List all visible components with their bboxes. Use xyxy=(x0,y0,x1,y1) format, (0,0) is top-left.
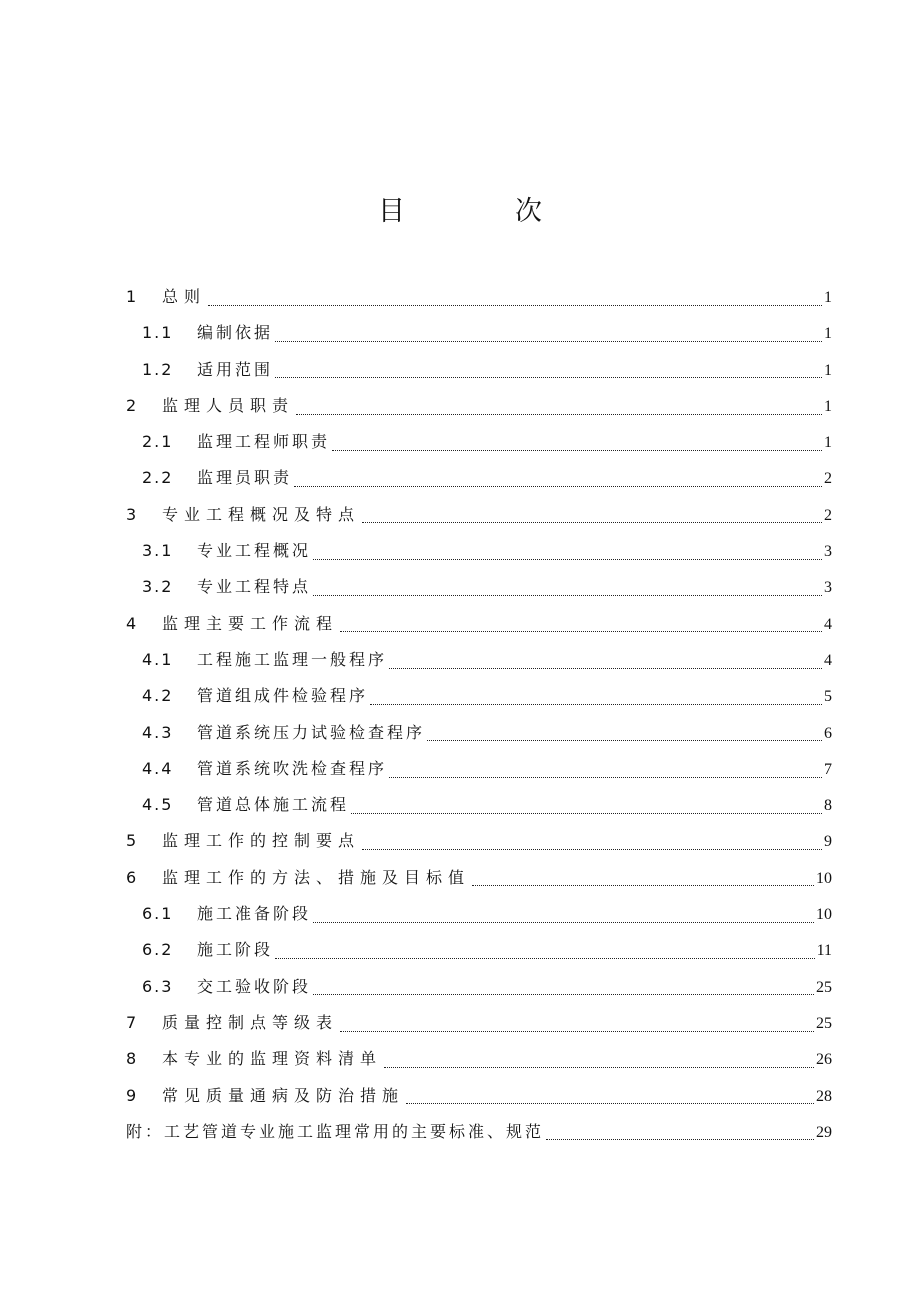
toc-dot-leader xyxy=(332,442,822,451)
toc-entry[interactable] xyxy=(126,460,832,496)
toc-dot-leader xyxy=(313,914,814,923)
toc-entry-page-number: 4 xyxy=(824,615,832,633)
toc-entry-page-number: 1 xyxy=(824,325,832,343)
toc-entry-number: 6.2 xyxy=(142,940,174,960)
toc-dot-leader xyxy=(275,333,822,342)
toc-entry-label: 监理工作的方法、措施及目标值 xyxy=(162,867,471,887)
toc-entry-number: 4.4 xyxy=(142,758,174,778)
toc-entry-label: 编制依据 xyxy=(197,323,274,343)
table-of-contents xyxy=(126,279,832,1150)
toc-entry-number: 4.1 xyxy=(142,649,174,669)
toc-entry[interactable] xyxy=(126,1078,832,1114)
toc-dot-leader xyxy=(296,406,822,415)
toc-entry-number: 4 xyxy=(126,613,139,633)
toc-dot-leader xyxy=(362,841,822,850)
toc-entry-number: 4.5 xyxy=(142,795,174,815)
toc-dot-leader xyxy=(208,297,822,306)
toc-entry[interactable] xyxy=(126,715,832,751)
toc-entry[interactable] xyxy=(126,642,832,678)
toc-entry[interactable] xyxy=(126,969,832,1005)
toc-entry-label: 管道系统吹洗检查程序 xyxy=(197,758,388,778)
toc-dot-leader xyxy=(389,769,822,778)
toc-entry-label: 专业工程概况 xyxy=(197,541,312,561)
toc-entry-label: 专业工程概况及特点 xyxy=(162,504,361,524)
toc-entry[interactable] xyxy=(126,388,832,424)
toc-entry[interactable] xyxy=(126,497,832,533)
toc-entry[interactable] xyxy=(126,678,832,714)
toc-entry[interactable] xyxy=(126,424,832,460)
toc-entry-page-number: 5 xyxy=(824,688,832,706)
toc-entry-page-number: 10 xyxy=(816,906,832,924)
toc-entry-label: 附：工艺管道专业施工监理常用的主要标准、规范 xyxy=(126,1121,545,1141)
toc-entry[interactable] xyxy=(126,569,832,605)
toc-entry-number: 2.1 xyxy=(142,432,174,452)
toc-entry-label: 适用范围 xyxy=(197,359,274,379)
toc-entry-page-number: 3 xyxy=(824,543,832,561)
toc-entry-page-number: 7 xyxy=(824,760,832,778)
toc-entry[interactable] xyxy=(126,860,832,896)
toc-entry-label: 监理人员职责 xyxy=(162,395,295,415)
toc-entry-number: 6.1 xyxy=(142,904,174,924)
toc-entry-page-number: 9 xyxy=(824,833,832,851)
toc-entry-page-number: 29 xyxy=(816,1123,832,1141)
toc-entry[interactable] xyxy=(126,533,832,569)
toc-dot-leader xyxy=(313,587,822,596)
toc-entry-page-number: 26 xyxy=(816,1051,832,1069)
toc-entry-number: 3.1 xyxy=(142,541,174,561)
toc-entry-page-number: 1 xyxy=(824,397,832,415)
toc-dot-leader xyxy=(294,478,822,487)
toc-entry-page-number: 3 xyxy=(824,579,832,597)
toc-entry-label: 监理工程师职责 xyxy=(197,432,331,452)
toc-entry-number: 9 xyxy=(126,1085,139,1105)
toc-entry-number: 4.2 xyxy=(142,686,174,706)
toc-entry-label: 施工阶段 xyxy=(197,940,274,960)
toc-entry-page-number: 4 xyxy=(824,651,832,669)
toc-entry-number: 3.2 xyxy=(142,577,174,597)
toc-dot-leader xyxy=(427,732,822,741)
toc-entry[interactable] xyxy=(126,315,832,351)
toc-entry-label: 工程施工监理一般程序 xyxy=(197,649,388,669)
toc-dot-leader xyxy=(472,877,814,886)
toc-entry-label: 管道总体施工流程 xyxy=(197,795,350,815)
toc-entry-number: 1.2 xyxy=(142,359,174,379)
toc-entry-page-number: 11 xyxy=(816,942,832,960)
toc-entry[interactable] xyxy=(126,606,832,642)
toc-dot-leader xyxy=(384,1059,814,1068)
toc-entry-number: 5 xyxy=(126,831,139,851)
toc-dot-leader xyxy=(313,986,814,995)
toc-entry-number: 1.1 xyxy=(142,323,174,343)
toc-dot-leader xyxy=(340,1023,814,1032)
toc-entry-label: 交工验收阶段 xyxy=(197,976,312,996)
toc-entry-label: 本专业的监理资料清单 xyxy=(162,1049,383,1069)
toc-entry-page-number: 25 xyxy=(816,978,832,996)
toc-entry[interactable] xyxy=(126,352,832,388)
toc-entry-label: 总则 xyxy=(162,287,207,306)
toc-entry-label: 质量控制点等级表 xyxy=(162,1012,339,1032)
toc-title: 目次 xyxy=(378,196,652,227)
toc-entry-label: 监理员职责 xyxy=(197,468,293,488)
toc-entry-label: 施工准备阶段 xyxy=(197,904,312,924)
toc-dot-leader xyxy=(546,1131,814,1140)
toc-entry-label: 监理工作的控制要点 xyxy=(162,831,361,851)
toc-entry-page-number: 6 xyxy=(824,724,832,742)
toc-entry[interactable] xyxy=(126,1041,832,1077)
toc-dot-leader xyxy=(275,950,815,959)
toc-entry-page-number: 1 xyxy=(824,289,832,306)
toc-entry-number: 3 xyxy=(126,504,139,524)
toc-entry[interactable] xyxy=(126,896,832,932)
toc-entry-number: 6.3 xyxy=(142,976,174,996)
toc-entry[interactable] xyxy=(126,1005,832,1041)
toc-dot-leader xyxy=(275,369,822,378)
toc-entry-page-number: 8 xyxy=(824,797,832,815)
toc-entry-page-number: 25 xyxy=(816,1014,832,1032)
toc-entry-page-number: 2 xyxy=(824,470,832,488)
toc-dot-leader xyxy=(389,660,822,669)
toc-entry[interactable] xyxy=(126,751,832,787)
toc-entry-label: 专业工程特点 xyxy=(197,577,312,597)
toc-entry-page-number: 1 xyxy=(824,361,832,379)
toc-entry-page-number: 10 xyxy=(816,869,832,887)
toc-entry-page-number: 2 xyxy=(824,506,832,524)
toc-entry-number: 8 xyxy=(126,1049,139,1069)
toc-entry-number: 2 xyxy=(126,395,139,415)
toc-entry-number: 6 xyxy=(126,867,139,887)
toc-entry[interactable] xyxy=(126,823,832,859)
toc-entry-number: 7 xyxy=(126,1012,139,1032)
toc-entry-label: 管道组成件检验程序 xyxy=(197,686,369,706)
toc-entry-number: 4.3 xyxy=(142,722,174,742)
toc-entry-label: 管道系统压力试验检查程序 xyxy=(197,722,426,742)
toc-dot-leader xyxy=(351,805,822,814)
toc-entry-number: 1 xyxy=(126,287,139,306)
toc-dot-leader xyxy=(406,1095,814,1104)
toc-entry-number: 2.2 xyxy=(142,468,174,488)
toc-dot-leader xyxy=(313,551,822,560)
toc-entry[interactable] xyxy=(126,787,832,823)
toc-entry[interactable] xyxy=(126,1114,832,1150)
toc-entry-label: 常见质量通病及防治措施 xyxy=(162,1085,405,1105)
toc-dot-leader xyxy=(362,514,822,523)
toc-dot-leader xyxy=(340,623,822,632)
toc-entry-page-number: 28 xyxy=(816,1087,832,1105)
toc-entry-page-number: 1 xyxy=(824,434,832,452)
toc-entry[interactable] xyxy=(126,932,832,968)
toc-entry-label: 监理主要工作流程 xyxy=(162,613,339,633)
toc-dot-leader xyxy=(370,696,822,705)
toc-entry[interactable] xyxy=(126,279,832,315)
